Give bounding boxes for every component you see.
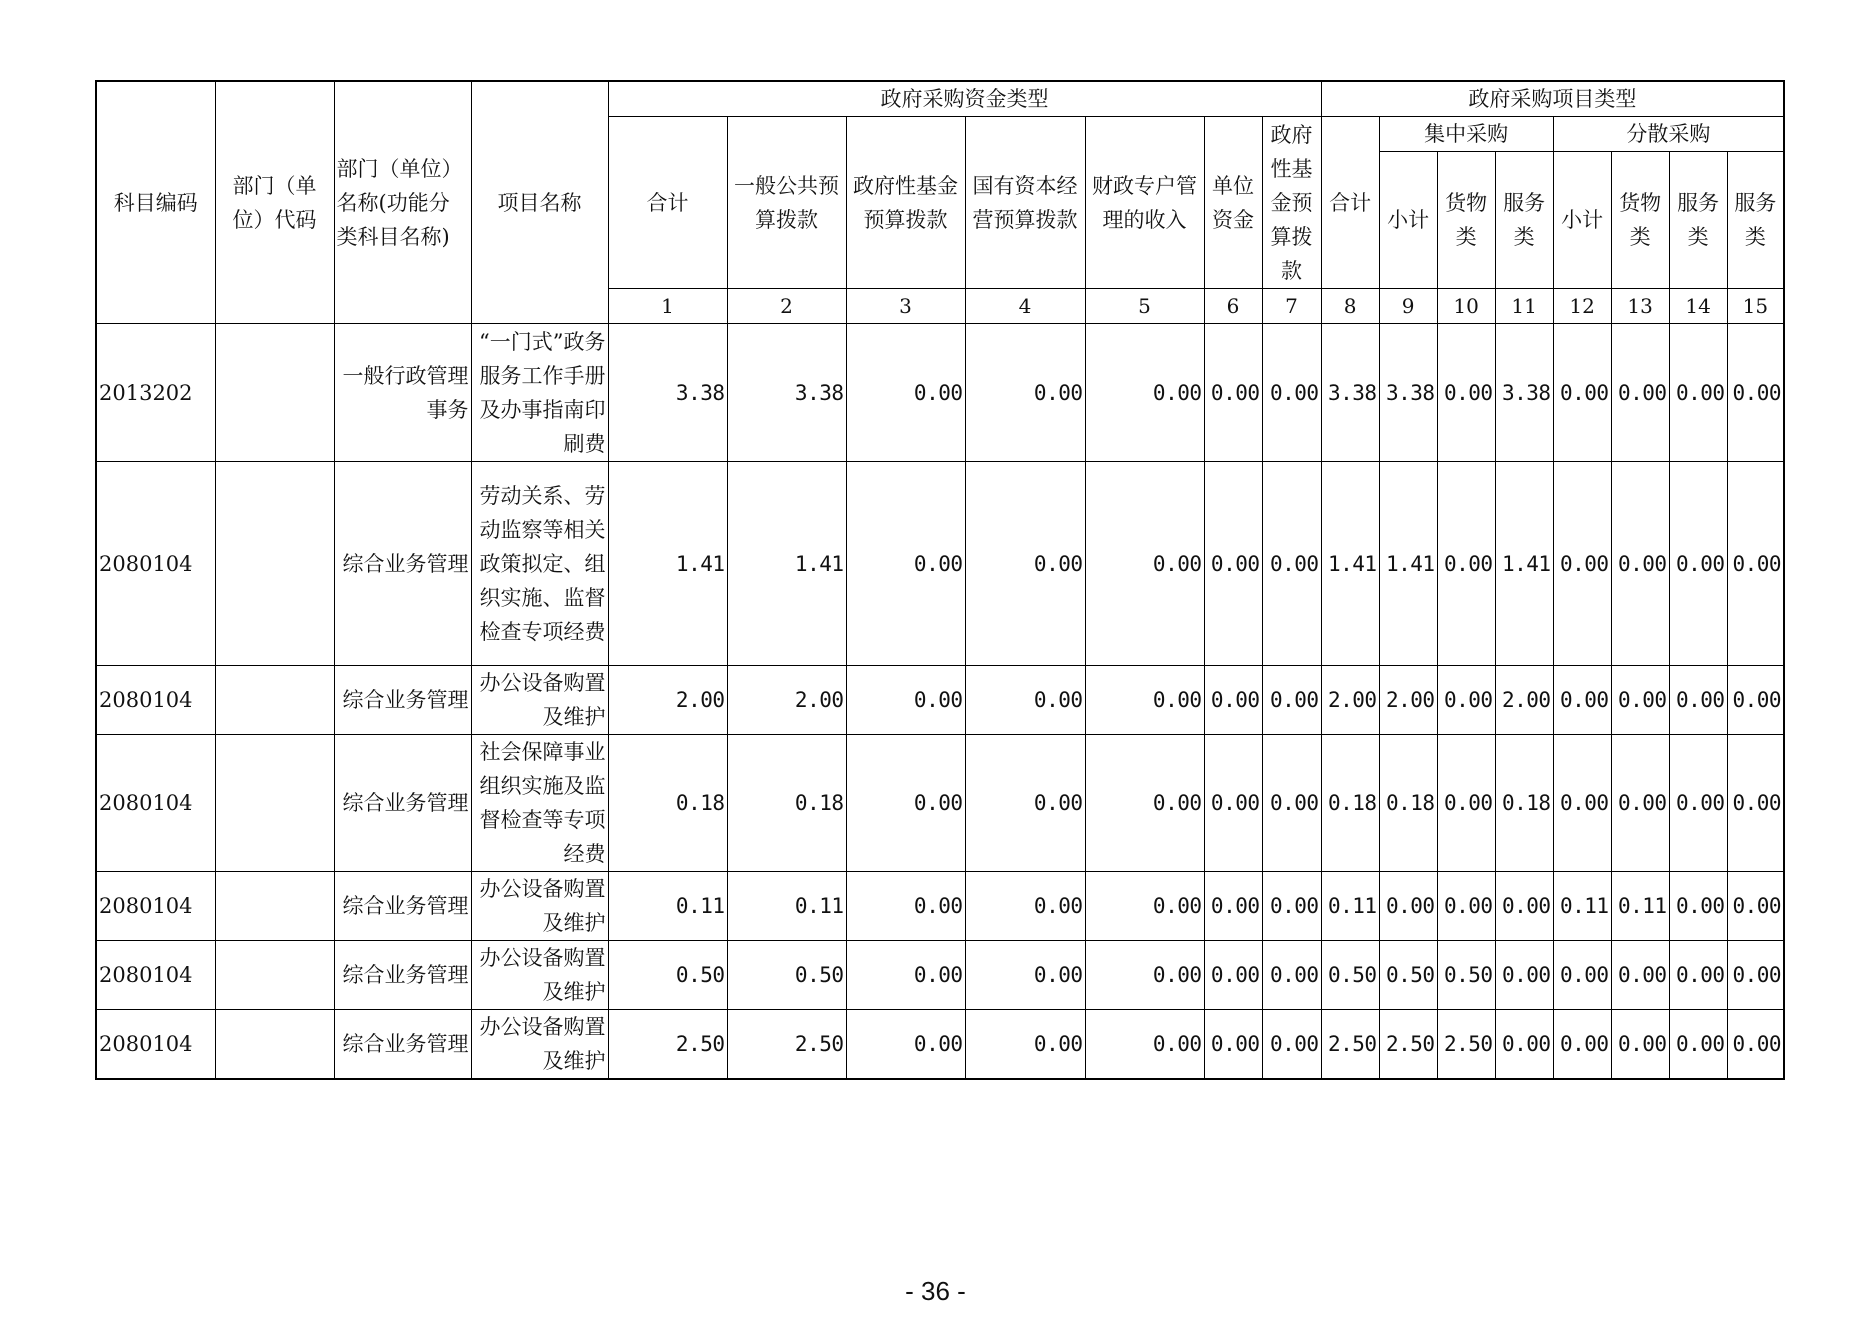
amount-cell: 0.00: [1495, 872, 1553, 941]
amount-cell: 0.18: [1379, 735, 1437, 872]
project-name-cell: 办公设备购置及维护: [471, 941, 608, 1010]
header-central-col: 服务类: [1495, 152, 1553, 289]
amount-cell: 0.11: [608, 872, 727, 941]
amount-cell: 1.41: [1379, 462, 1437, 666]
header-index-number: 7: [1262, 289, 1321, 324]
amount-cell: 0.50: [1437, 941, 1495, 1010]
amount-cell: 0.00: [1495, 1010, 1553, 1080]
dept-name-cell: 综合业务管理: [334, 735, 471, 872]
amount-cell: 0.00: [965, 941, 1085, 1010]
header-scattered-col: 服务类: [1727, 152, 1784, 289]
dept-name-cell: 一般行政管理事务: [334, 324, 471, 462]
dept-name-cell: 综合业务管理: [334, 666, 471, 735]
amount-cell: 0.00: [1669, 872, 1727, 941]
header-fund-type-group: 政府采购资金类型: [608, 81, 1321, 117]
header-scattered-col: 服务类: [1669, 152, 1727, 289]
header-fund-col: 政府性基金预算拨款: [1262, 117, 1321, 289]
amount-cell: 0.00: [1669, 1010, 1727, 1080]
amount-cell: 0.50: [608, 941, 727, 1010]
table-row: [96, 941, 1784, 1010]
amount-cell: 0.18: [1321, 735, 1379, 872]
dept-code-cell: [215, 666, 334, 735]
header-index-number: 11: [1495, 289, 1553, 324]
header-index-number: 14: [1669, 289, 1727, 324]
amount-cell: 0.00: [1437, 666, 1495, 735]
amount-cell: 0.00: [1085, 666, 1204, 735]
amount-cell: 0.00: [1611, 1010, 1669, 1080]
amount-cell: 0.00: [1262, 1010, 1321, 1080]
amount-cell: 0.00: [1553, 666, 1611, 735]
amount-cell: 0.00: [1727, 941, 1784, 1010]
amount-cell: 0.11: [1321, 872, 1379, 941]
header-index-number: 10: [1437, 289, 1495, 324]
amount-cell: 3.38: [608, 324, 727, 462]
table-row: [96, 324, 1784, 462]
subject-code-cell: 2013202: [96, 324, 215, 462]
header-central-col: 小计: [1379, 152, 1437, 289]
amount-cell: 2.00: [727, 666, 846, 735]
dept-code-cell: [215, 941, 334, 1010]
amount-cell: 0.00: [1553, 941, 1611, 1010]
amount-cell: 0.00: [846, 1010, 965, 1080]
amount-cell: 0.11: [1553, 872, 1611, 941]
amount-cell: 0.00: [965, 735, 1085, 872]
project-name-cell: 劳动关系、劳动监察等相关政策拟定、组织实施、监督检查专项经费: [471, 462, 608, 666]
header-index-number: 3: [846, 289, 965, 324]
amount-cell: 2.00: [1379, 666, 1437, 735]
header-fund-col: 一般公共预算拨款: [727, 117, 846, 289]
amount-cell: 0.00: [1669, 735, 1727, 872]
amount-cell: 0.00: [1085, 324, 1204, 462]
amount-cell: 0.00: [1611, 666, 1669, 735]
amount-cell: 0.18: [1495, 735, 1553, 872]
header-fund-col: 单位资金: [1204, 117, 1262, 289]
amount-cell: 0.00: [1204, 941, 1262, 1010]
amount-cell: 0.00: [846, 666, 965, 735]
page-number: - 36 -: [905, 1276, 966, 1306]
header-fund-col: 政府性基金预算拨款: [846, 117, 965, 289]
amount-cell: 0.00: [846, 735, 965, 872]
header-subject-code: 科目编码: [96, 81, 215, 324]
amount-cell: 0.00: [1669, 462, 1727, 666]
header-index-number: 15: [1727, 289, 1784, 324]
amount-cell: 0.00: [1727, 324, 1784, 462]
header-fund-col: 财政专户管理的收入: [1085, 117, 1204, 289]
header-scattered-col: 货物类: [1611, 152, 1669, 289]
amount-cell: 3.38: [1495, 324, 1553, 462]
header-fund-col: 合计: [608, 117, 727, 289]
amount-cell: 0.00: [1262, 941, 1321, 1010]
amount-cell: 0.00: [1553, 735, 1611, 872]
project-name-cell: “一门式”政务服务工作手册及办事指南印刷费: [471, 324, 608, 462]
amount-cell: 0.00: [1553, 1010, 1611, 1080]
amount-cell: 0.11: [727, 872, 846, 941]
amount-cell: 0.00: [1262, 735, 1321, 872]
amount-cell: 0.00: [1727, 872, 1784, 941]
amount-cell: 0.00: [1204, 872, 1262, 941]
amount-cell: 0.00: [1727, 1010, 1784, 1080]
amount-cell: 2.00: [1321, 666, 1379, 735]
table-row: [96, 872, 1784, 941]
table-row: [96, 462, 1784, 666]
dept-code-cell: [215, 735, 334, 872]
header-type-total: 合计: [1321, 117, 1379, 289]
amount-cell: 0.00: [846, 324, 965, 462]
amount-cell: 0.00: [1204, 462, 1262, 666]
dept-name-cell: 综合业务管理: [334, 462, 471, 666]
amount-cell: 0.00: [1204, 1010, 1262, 1080]
header-index-number: 12: [1553, 289, 1611, 324]
header-index-number: 6: [1204, 289, 1262, 324]
amount-cell: 0.50: [1321, 941, 1379, 1010]
table-row: [96, 735, 1784, 872]
table-body: [96, 324, 1784, 1080]
table-row: [96, 1010, 1784, 1080]
amount-cell: 3.38: [1379, 324, 1437, 462]
dept-name-cell: 综合业务管理: [334, 941, 471, 1010]
header-index-number: 8: [1321, 289, 1379, 324]
amount-cell: 0.50: [1379, 941, 1437, 1010]
project-name-cell: 办公设备购置及维护: [471, 1010, 608, 1080]
amount-cell: 0.00: [846, 872, 965, 941]
amount-cell: 0.00: [1085, 941, 1204, 1010]
header-index-number: 1: [608, 289, 727, 324]
dept-name-cell: 综合业务管理: [334, 872, 471, 941]
dept-code-cell: [215, 1010, 334, 1080]
amount-cell: 0.00: [1204, 324, 1262, 462]
subject-code-cell: 2080104: [96, 941, 215, 1010]
amount-cell: 1.41: [727, 462, 846, 666]
amount-cell: 0.50: [727, 941, 846, 1010]
project-name-cell: 社会保障事业组织实施及监督检查等专项经费: [471, 735, 608, 872]
project-name-cell: 办公设备购置及维护: [471, 872, 608, 941]
amount-cell: 2.00: [1495, 666, 1553, 735]
amount-cell: 0.11: [1611, 872, 1669, 941]
table-row: [96, 666, 1784, 735]
amount-cell: 0.00: [1495, 941, 1553, 1010]
amount-cell: 1.41: [1321, 462, 1379, 666]
amount-cell: 0.00: [965, 1010, 1085, 1080]
amount-cell: 0.00: [965, 666, 1085, 735]
amount-cell: 2.00: [608, 666, 727, 735]
amount-cell: 0.00: [1669, 941, 1727, 1010]
header-central-group: 集中采购: [1379, 117, 1553, 152]
subject-code-cell: 2080104: [96, 462, 215, 666]
amount-cell: 2.50: [608, 1010, 727, 1080]
amount-cell: 2.50: [1437, 1010, 1495, 1080]
project-name-cell: 办公设备购置及维护: [471, 666, 608, 735]
amount-cell: 0.00: [1553, 324, 1611, 462]
amount-cell: 0.00: [1437, 324, 1495, 462]
amount-cell: 1.41: [608, 462, 727, 666]
subject-code-cell: 2080104: [96, 1010, 215, 1080]
amount-cell: 0.00: [1085, 462, 1204, 666]
header-index-number: 4: [965, 289, 1085, 324]
amount-cell: 2.50: [1321, 1010, 1379, 1080]
amount-cell: 2.50: [727, 1010, 846, 1080]
subject-code-cell: 2080104: [96, 666, 215, 735]
header-scattered-group: 分散采购: [1553, 117, 1784, 152]
amount-cell: 0.00: [1437, 462, 1495, 666]
amount-cell: 0.00: [965, 872, 1085, 941]
amount-cell: 2.50: [1379, 1010, 1437, 1080]
header-index-number: 13: [1611, 289, 1669, 324]
procurement-budget-table: [95, 80, 1785, 1080]
amount-cell: 0.00: [1204, 666, 1262, 735]
amount-cell: 0.00: [1727, 735, 1784, 872]
header-project-name: 项目名称: [471, 81, 608, 324]
header-dept-code: 部门（单位）代码: [215, 81, 334, 324]
amount-cell: 0.00: [846, 941, 965, 1010]
header-index-number: 5: [1085, 289, 1204, 324]
amount-cell: 0.00: [1437, 872, 1495, 941]
subject-code-cell: 2080104: [96, 735, 215, 872]
amount-cell: 0.18: [608, 735, 727, 872]
amount-cell: 0.00: [1262, 324, 1321, 462]
header-scattered-col: 小计: [1553, 152, 1611, 289]
dept-code-cell: [215, 872, 334, 941]
amount-cell: 0.00: [1085, 735, 1204, 872]
amount-cell: 0.00: [1262, 666, 1321, 735]
amount-cell: 0.00: [1085, 872, 1204, 941]
header-dept-name: 部门（单位）名称(功能分类科目名称): [334, 81, 471, 324]
amount-cell: 0.18: [727, 735, 846, 872]
amount-cell: 0.00: [846, 462, 965, 666]
header-project-type-group: 政府采购项目类型: [1321, 81, 1784, 117]
header-fund-col: 国有资本经营预算拨款: [965, 117, 1085, 289]
amount-cell: 0.00: [1085, 1010, 1204, 1080]
dept-code-cell: [215, 462, 334, 666]
amount-cell: 0.00: [1669, 324, 1727, 462]
amount-cell: 1.41: [1495, 462, 1553, 666]
subject-code-cell: 2080104: [96, 872, 215, 941]
amount-cell: 0.00: [1611, 941, 1669, 1010]
header-index-number: 9: [1379, 289, 1437, 324]
amount-cell: 0.00: [965, 324, 1085, 462]
amount-cell: 3.38: [1321, 324, 1379, 462]
amount-cell: 0.00: [1437, 735, 1495, 872]
dept-code-cell: [215, 324, 334, 462]
amount-cell: 3.38: [727, 324, 846, 462]
amount-cell: 0.00: [1611, 324, 1669, 462]
amount-cell: 0.00: [1204, 735, 1262, 872]
header-index-number: 2: [727, 289, 846, 324]
amount-cell: 0.00: [1669, 666, 1727, 735]
amount-cell: 0.00: [965, 462, 1085, 666]
header-central-col: 货物类: [1437, 152, 1495, 289]
dept-name-cell: 综合业务管理: [334, 1010, 471, 1080]
amount-cell: 0.00: [1727, 666, 1784, 735]
amount-cell: 0.00: [1611, 462, 1669, 666]
amount-cell: 0.00: [1379, 872, 1437, 941]
amount-cell: 0.00: [1553, 462, 1611, 666]
amount-cell: 0.00: [1727, 462, 1784, 666]
amount-cell: 0.00: [1262, 872, 1321, 941]
amount-cell: 0.00: [1611, 735, 1669, 872]
amount-cell: 0.00: [1262, 462, 1321, 666]
